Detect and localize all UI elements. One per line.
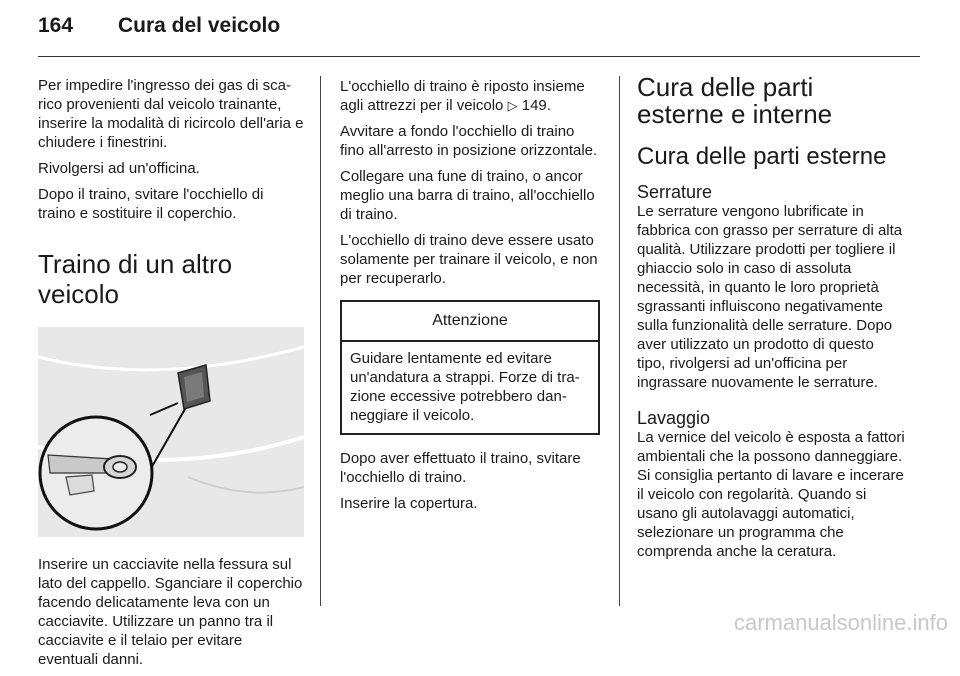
column-divider-1 (320, 76, 321, 606)
paragraph: Dopo il traino, svitare l'occhiello di traino e sostituire il coperchio. (38, 186, 264, 222)
page-reference[interactable]: 149. (517, 97, 551, 114)
column-3 (637, 74, 905, 568)
paragraph: Collegare una fune di traino, o ancor meglio una barra di traino, all'occhiello di traino. (340, 168, 595, 223)
warning-text: Guidare lentamente ed evitare un'andatura a strappi. Forze di trazione eccessive potrebbero danneggiare il veicolo. (350, 350, 580, 424)
paragraph: Dopo aver effettuato il traino, svitare l'occhiello di traino. (340, 450, 581, 486)
paragraph: Inserire un cacciavite nella fessura sul lato del cappello. Sganciare il coperchio facendo delicatamente leva con un cacciavite. Utilizzare un panno tra il cacciavite e il telaio per evitare eventuali danni. (38, 556, 303, 668)
column-1 (38, 76, 304, 676)
subsection-heading-lavaggio: Lavaggio (637, 408, 711, 428)
paragraph: L'occhiello di traino è riposto insieme agli attrezzi per il veicolo ▷ 149. (340, 78, 585, 114)
header-rule (38, 56, 920, 57)
paragraph: L'occhiello di traino deve essere usato solamente per trainare il veicolo, e non per recuperarlo. (340, 232, 598, 287)
paragraph: Le serrature vengono lubrificate in fabbrica con grasso per serrature di alta qualità. Utilizzare prodotti per togliere il ghiaccio solo in caso di assoluta necessità, in quanto le loro proprietà sgrassanti influiscono negativamente sulla funzionalità delle serrature. Dopo aver utilizzato un prodotto di questo tipo, rivolgersi ad un'officina per ingrassare nuovamente le serrature. (637, 203, 903, 391)
paragraph: Rivolgersi ad un'officina. (38, 160, 200, 177)
watermark: carmanualsonline.info (733, 610, 948, 635)
paragraph: La vernice del veicolo è esposta a fattori ambientali che la possono danneggiare. Si consiglia pertanto di lavare e incerare il veicolo con regolarità. Quando si usano gli autolavaggi automatici, selezionare un programma che comprenda anche la ceratura. (637, 429, 905, 560)
section-heading: Traino di un altro veicolo (38, 249, 233, 309)
column-divider-2 (619, 76, 620, 606)
section-heading: Cura delle parti esterne (637, 143, 887, 170)
chapter-heading: Cura delle parti esterne e interne (637, 72, 833, 129)
tow-eye-cover-illustration (38, 327, 304, 537)
warning-box (340, 300, 600, 435)
page-reference-arrow-icon: ▷ (507, 98, 518, 113)
page-header (38, 14, 280, 38)
page-number: 164 (38, 14, 74, 37)
column-2 (340, 77, 602, 520)
subsection-heading-serrature: Serrature (637, 182, 713, 202)
page-title: Cura del veicolo (118, 14, 281, 37)
illustration-drawing (38, 327, 304, 537)
paragraph: Avvitare a fondo l'occhiello di traino fino all'arresto in posizione orizzontale. (340, 123, 598, 159)
paragraph: Inserire la copertura. (340, 495, 478, 512)
paragraph: Per impedire l'ingresso dei gas di scarico provenienti dal veicolo trainante, inserire la modalità di ricircolo dell'aria e chiudere i finestrini. (38, 77, 304, 151)
warning-title: Attenzione (342, 302, 598, 342)
